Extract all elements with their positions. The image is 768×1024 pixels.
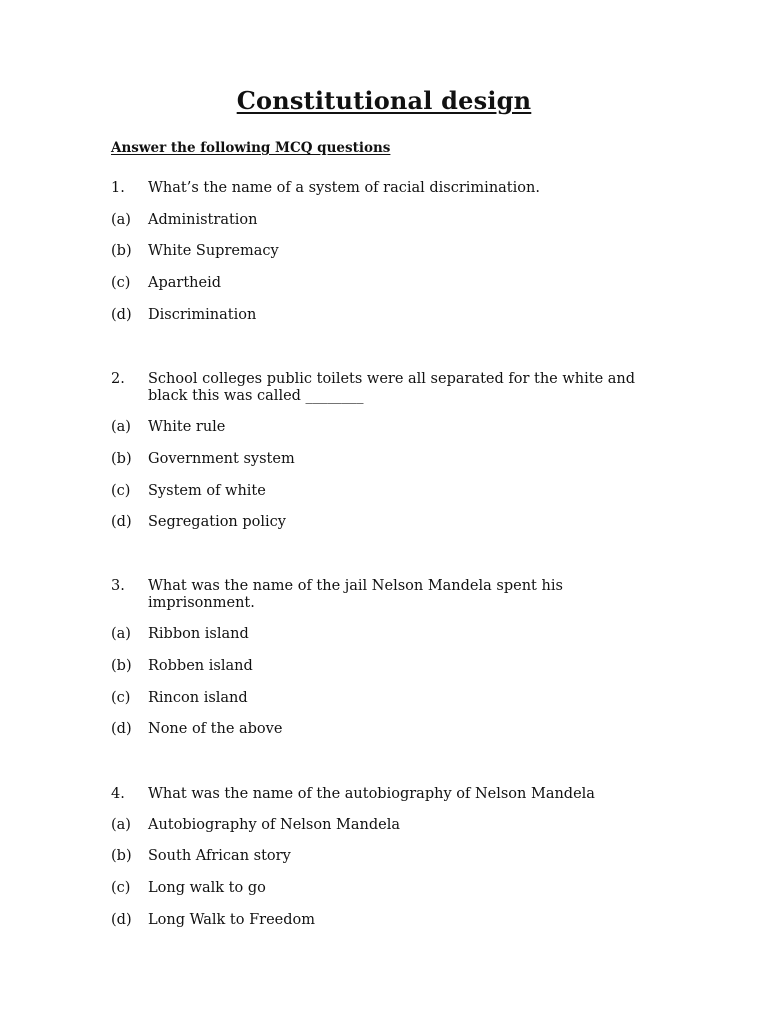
- question-text: What was the name of the autobiography of Nelson Mandela: [148, 786, 595, 802]
- option-label: (a): [111, 626, 131, 642]
- option-text: Robben island: [148, 658, 253, 674]
- question-text: What’s the name of a system of racial discrimination.: [148, 180, 540, 196]
- option-label: (d): [111, 912, 132, 928]
- option-label: (d): [111, 307, 132, 323]
- option-label: (b): [111, 451, 132, 467]
- option-text: Ribbon island: [148, 626, 249, 642]
- option-text: Government system: [148, 451, 295, 467]
- question-number: 1.: [111, 180, 125, 196]
- question-number: 4.: [111, 786, 125, 802]
- option-text: System of white: [148, 483, 266, 499]
- page-title: Constitutional design: [236, 86, 532, 115]
- option-text: None of the above: [148, 721, 283, 737]
- option-text: White Supremacy: [148, 243, 279, 259]
- option-label: (d): [111, 514, 132, 530]
- option-text: Rincon island: [148, 690, 248, 706]
- question-text: What was the name of the jail Nelson Mandela spent his imprisonment.: [148, 578, 563, 611]
- option-text: Apartheid: [148, 275, 221, 291]
- option-label: (c): [111, 483, 131, 499]
- option-text: Long Walk to Freedom: [148, 912, 315, 928]
- option-text: Autobiography of Nelson Mandela: [148, 817, 401, 833]
- option-label: (d): [111, 721, 132, 737]
- option-text: Segregation policy: [148, 514, 286, 530]
- question-number: 2.: [111, 371, 125, 387]
- option-label: (b): [111, 658, 132, 674]
- option-label: (a): [111, 817, 131, 833]
- option-text: Discrimination: [148, 307, 257, 323]
- option-label: (c): [111, 880, 131, 896]
- option-label: (a): [111, 419, 131, 435]
- option-label: (c): [111, 690, 131, 706]
- option-text: Long walk to go: [148, 880, 266, 896]
- option-text: South African story: [148, 848, 291, 864]
- question-number: 3.: [111, 578, 125, 594]
- option-label: (a): [111, 212, 131, 228]
- question-text: School colleges public toilets were all separated for the white and black this was called ________: [148, 371, 636, 404]
- option-label: (b): [111, 848, 132, 864]
- option-text: Administration: [148, 212, 258, 228]
- option-label: (c): [111, 275, 131, 291]
- option-label: (b): [111, 243, 132, 259]
- instruction-heading: Answer the following MCQ questions: [111, 140, 391, 156]
- option-text: White rule: [148, 419, 226, 435]
